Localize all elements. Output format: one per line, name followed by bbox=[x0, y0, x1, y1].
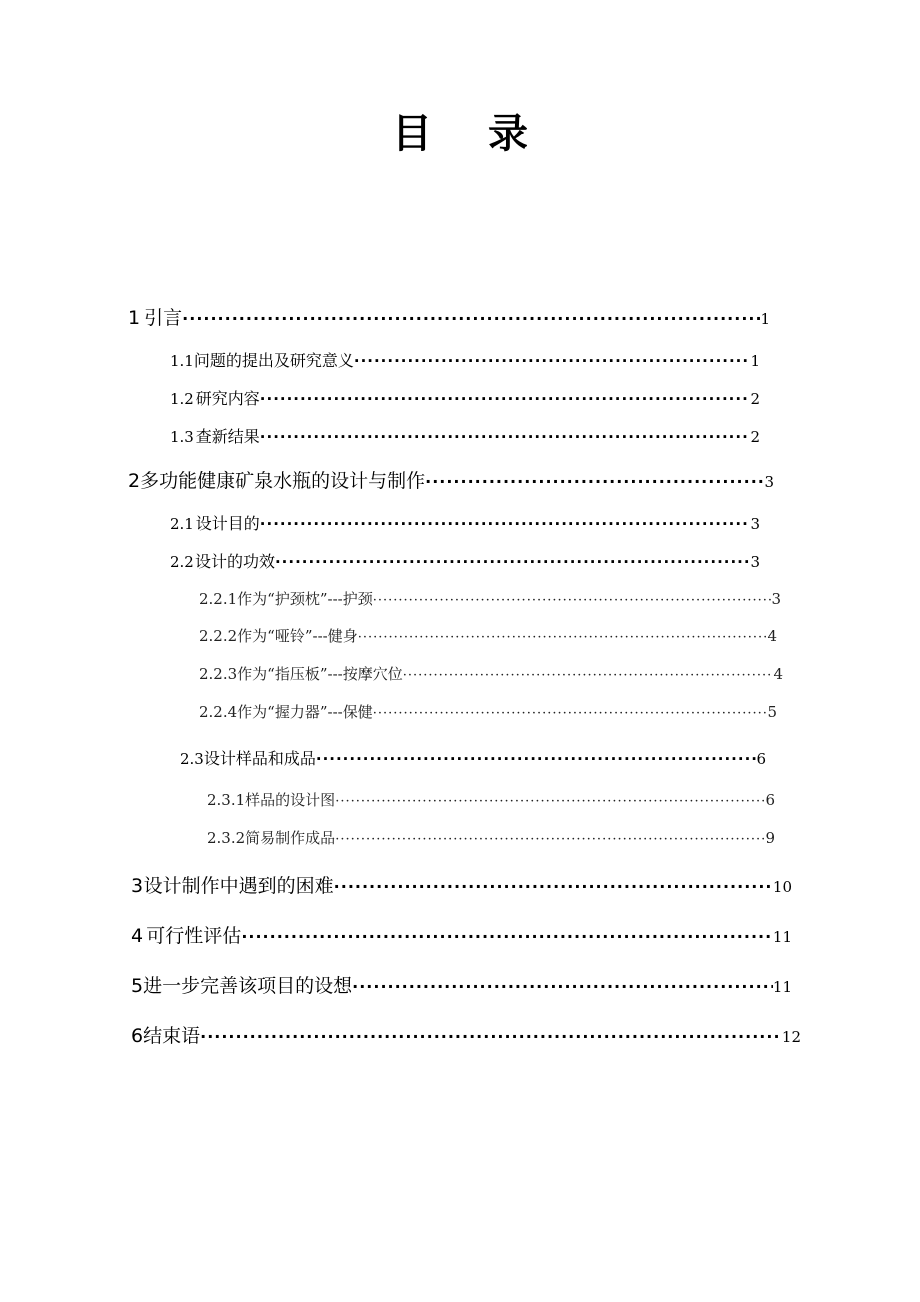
toc-entry-2-2-1[interactable] bbox=[199, 588, 781, 609]
toc-leader bbox=[358, 631, 768, 644]
toc-number: 2.3 bbox=[180, 750, 204, 768]
toc-title: 作为“护颈枕”---护颈 bbox=[237, 590, 373, 608]
toc-title: 可行性评估 bbox=[146, 925, 242, 947]
page-title bbox=[0, 102, 920, 159]
toc-entry-1-1[interactable] bbox=[170, 348, 760, 371]
toc-leader bbox=[182, 311, 760, 327]
toc-page: 1 bbox=[760, 310, 770, 328]
toc-title: 设计制作中遇到的困难 bbox=[143, 875, 334, 897]
toc-number: 4 bbox=[131, 925, 144, 947]
toc-number: 2.2.1 bbox=[199, 590, 238, 608]
toc-entry-2-2-4[interactable] bbox=[199, 701, 777, 722]
toc-page: 11 bbox=[772, 978, 792, 996]
toc-number: 1.3 bbox=[170, 428, 194, 446]
toc-page: 12 bbox=[781, 1028, 801, 1046]
toc-entry-5[interactable] bbox=[131, 971, 792, 998]
toc-entry-2-2-3[interactable] bbox=[199, 663, 783, 684]
toc-title: 设计目的 bbox=[195, 514, 260, 533]
toc-title: 结束语 bbox=[143, 1025, 201, 1047]
toc-leader bbox=[275, 555, 750, 570]
toc-page: 11 bbox=[772, 928, 792, 946]
toc-title: 作为“握力器”---保健 bbox=[237, 703, 373, 721]
toc-leader bbox=[260, 392, 751, 407]
toc-entry-2[interactable] bbox=[128, 466, 774, 493]
toc-title: 引言 bbox=[144, 307, 183, 329]
toc-page: 5 bbox=[767, 703, 777, 721]
toc-leader bbox=[425, 474, 764, 490]
toc-entry-2-1[interactable] bbox=[170, 511, 760, 534]
toc-number: 3 bbox=[131, 875, 144, 897]
toc-page: 3 bbox=[750, 553, 760, 571]
toc-page: 2 bbox=[750, 390, 760, 408]
toc-page: 6 bbox=[765, 791, 775, 809]
toc-number: 2.2.4 bbox=[199, 703, 238, 721]
toc-number: 1.1 bbox=[170, 352, 194, 370]
toc-leader bbox=[403, 669, 774, 682]
toc-leader bbox=[352, 979, 773, 995]
toc-leader bbox=[335, 833, 765, 846]
toc-entry-6[interactable] bbox=[131, 1021, 801, 1048]
toc-page: 2 bbox=[750, 428, 760, 446]
toc-page: 4 bbox=[773, 665, 783, 683]
toc-leader bbox=[316, 752, 757, 767]
toc-title: 样品的设计图 bbox=[245, 791, 336, 809]
toc-title: 进一步完善该项目的设想 bbox=[143, 975, 353, 997]
toc-entry-4[interactable] bbox=[131, 921, 792, 948]
toc-title: 设计的功效 bbox=[194, 552, 275, 571]
toc-leader bbox=[335, 795, 765, 808]
toc-leader bbox=[354, 354, 751, 369]
toc-title: 简易制作成品 bbox=[245, 829, 336, 847]
toc-page: 1 bbox=[750, 352, 760, 370]
toc-page: 4 bbox=[767, 627, 777, 645]
toc-entry-2-2-2[interactable] bbox=[199, 625, 777, 646]
toc-entry-3[interactable] bbox=[131, 871, 792, 898]
toc-number: 5 bbox=[131, 975, 144, 997]
toc-leader bbox=[373, 594, 772, 607]
toc-title: 问题的提出及研究意义 bbox=[193, 351, 354, 370]
toc-entry-1-2[interactable] bbox=[170, 386, 760, 409]
toc-page: 3 bbox=[771, 590, 781, 608]
toc-leader bbox=[334, 879, 773, 895]
toc-number: 6 bbox=[131, 1025, 144, 1047]
toc-page: 10 bbox=[772, 878, 792, 896]
toc-leader bbox=[260, 517, 751, 532]
toc-leader bbox=[373, 707, 768, 720]
toc-number: 2.1 bbox=[170, 515, 194, 533]
toc-title: 作为“指压板”---按摩穴位 bbox=[237, 665, 403, 683]
toc-title: 查新结果 bbox=[195, 427, 260, 446]
toc-page: 9 bbox=[765, 829, 775, 847]
toc-page: 3 bbox=[764, 473, 774, 491]
toc-leader bbox=[260, 430, 751, 445]
toc-number: 2.2.2 bbox=[199, 627, 238, 645]
toc-title: 多功能健康矿泉水瓶的设计与制作 bbox=[140, 470, 426, 492]
title-char-2: 录 bbox=[488, 111, 528, 157]
toc-leader bbox=[241, 929, 773, 945]
toc-page: 3 bbox=[750, 515, 760, 533]
toc-number: 2.2.3 bbox=[199, 665, 238, 683]
toc-entry-2-3-2[interactable] bbox=[207, 827, 775, 848]
toc-leader bbox=[200, 1029, 782, 1045]
toc-entry-2-2[interactable] bbox=[170, 549, 760, 572]
toc-title: 设计样品和成品 bbox=[203, 749, 316, 768]
toc-number: 1.2 bbox=[170, 390, 194, 408]
toc-number: 2.2 bbox=[170, 553, 194, 571]
toc-title: 作为“哑铃”---健身 bbox=[237, 627, 358, 645]
toc-page: 6 bbox=[756, 750, 766, 768]
toc-number: 2.3.2 bbox=[207, 829, 246, 847]
toc-title: 研究内容 bbox=[195, 389, 260, 408]
title-char-1: 目 bbox=[392, 111, 432, 157]
toc-entry-2-3-1[interactable] bbox=[207, 789, 775, 810]
toc-entry-1[interactable] bbox=[128, 303, 770, 330]
toc-number: 2.3.1 bbox=[207, 791, 246, 809]
toc-number: 1 bbox=[128, 307, 141, 329]
toc-entry-2-3[interactable] bbox=[180, 746, 766, 769]
toc-number: 2 bbox=[128, 470, 141, 492]
toc-entry-1-3[interactable] bbox=[170, 424, 760, 447]
